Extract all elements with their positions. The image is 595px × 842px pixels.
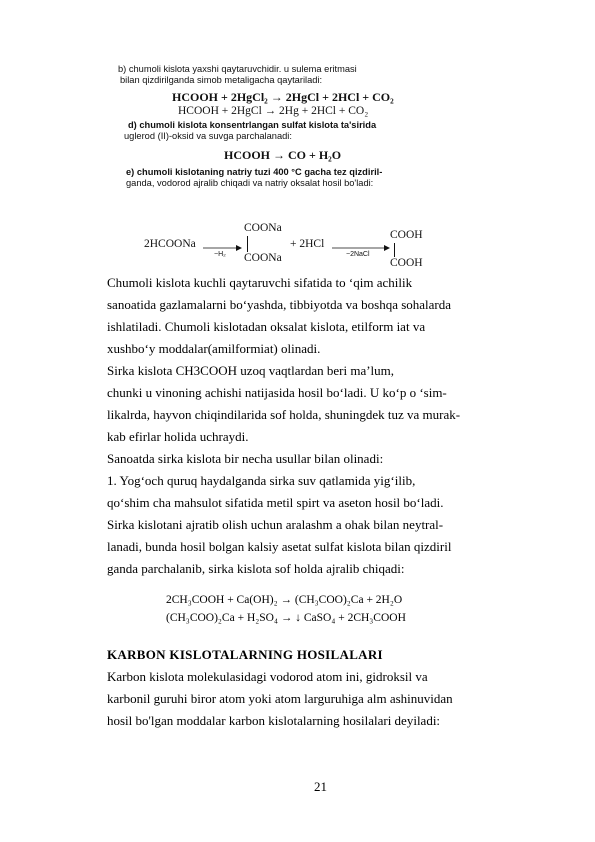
- body-line-4: xushbo‘y moddalar(amilformiat) olinadi.: [107, 341, 321, 356]
- closing-line-1: Karbon kislota molekulasidagi vodorod atom ini, gidroksil va: [107, 669, 428, 684]
- body-line-8: kab efirlar holida uchraydi.: [107, 429, 249, 444]
- figure-line-b2: bilan qizdirilganda simob metaligacha qaytariladi:: [120, 75, 323, 85]
- body-line-2: sanoatida gazlamalarni bo‘yashda, tibbiyotda va boshqa sohalarda: [107, 297, 452, 312]
- figure-line-d2: uglerod (II)-oksid va suvga parchalanadi:: [124, 131, 292, 141]
- oxalate-top: COONa: [244, 222, 282, 234]
- oxalate-bottom: COONa: [244, 252, 282, 264]
- figure-line-b1: b) chumoli kislota yaxshi qaytaruvchidir. u sulema eritmasi: [118, 64, 357, 74]
- oxalic-bottom: COOH: [390, 257, 423, 269]
- oxalic-top: COOH: [390, 229, 423, 241]
- chemistry-figure-top: [118, 60, 458, 272]
- body-line-3: ishlatiladi. Chumoli kislotadan oksalat kislota, etilform iat va: [107, 319, 426, 334]
- body-line-5: Sirka kislota CH3COOH uzoq vaqtlardan beri ma’lum,: [107, 363, 395, 378]
- figure-line-e2: ganda, vodorod ajralib chiqadi va natriy oksalat hosil bo'ladi:: [126, 178, 374, 188]
- oxalic-bond: [394, 243, 395, 257]
- equation-2: HCOOH + 2HgCl → 2Hg + 2HCl + CO₂: [178, 105, 369, 117]
- body-line-12: Sirka kislotani ajratib olish uchun aralashm a ohak bilan neytral-: [107, 517, 444, 532]
- body-line-6: chunki u vinoning achishi natijasida hosil bo‘ladi. U ko‘p o ‘sim-: [107, 385, 447, 400]
- equation-1: HCOOH + 2HgCl₂ → 2HgCl + 2HCl + CO₂: [172, 90, 394, 104]
- body-line-13: lanadi, bunda hosil bolgan kalsiy asetat sulfat kislota bilan qizdiril: [107, 539, 452, 554]
- equation-calcium-acetate: 2CH₃COOH + Ca(OH)₂ → (CH₃COO)₂Ca + 2H₂O: [166, 594, 403, 606]
- figure-line-d1: d) chumoli kislota konsentrlangan sulfat kislota ta'sirida: [128, 120, 377, 130]
- equation-acetic-acid: (CH₃COO)₂Ca + H₂SO₄ → ↓ CaSO₄ + 2CH₃COOH: [166, 612, 406, 624]
- closing-line-3: hosil bo'lgan moddalar karbon kislotalarning hosilalari deyiladi:: [107, 713, 441, 728]
- closing-line-2: karbonil guruhi biror atom yoki atom larguruhiga alm ashinuvidan: [107, 691, 453, 706]
- hcl-term: + 2HCl: [290, 238, 325, 250]
- body-line-1: Chumoli kislota kuchli qaytaruvchi sifatida to ‘qim achilik: [107, 275, 413, 290]
- figure-line-e1: e) chumoli kislotaning natriy tuzi 400 °C gacha tez qizdiril-: [126, 167, 383, 177]
- page-number: 21: [314, 779, 327, 794]
- arrow-1-label: −H₂: [214, 251, 226, 258]
- sodium-formate: 2HCOONa: [144, 238, 196, 250]
- body-line-11: qo‘shim cha mahsulot sifatida metil spirt va aseton hosil bo‘ladi.: [107, 495, 444, 510]
- section-heading: KARBON KISLOTALARNING HOSILALARI: [107, 647, 383, 662]
- equation-3: HCOOH → CO + H₂O: [224, 148, 342, 162]
- arrow-2-label: −2NaCl: [346, 251, 370, 258]
- body-line-14: ganda parchalanib, sirka kislota sof holda ajralib chiqadi:: [107, 561, 405, 576]
- body-line-9: Sanoatda sirka kislota bir necha usullar bilan olinadi:: [107, 451, 384, 466]
- oxalate-bond: [247, 236, 248, 252]
- body-line-10: 1. Yog‘och quruq haydalganda sirka suv qatlamida yig‘ilib,: [107, 473, 416, 488]
- body-line-7: likalrda, hayvon chiqindilarida sof holda, shuningdek tuz va murak-: [107, 407, 461, 422]
